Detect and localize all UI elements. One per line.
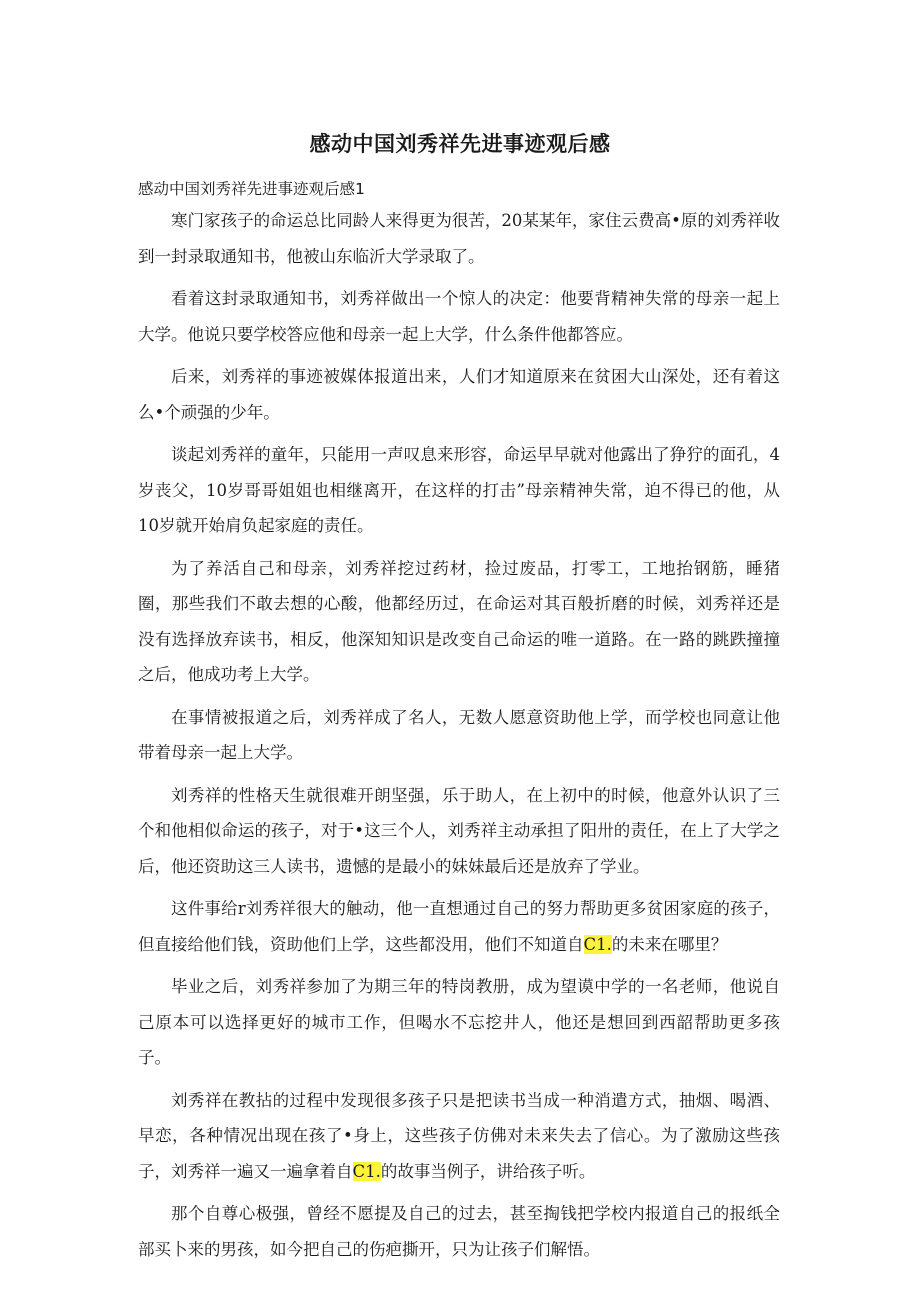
paragraph: 看着这封录取通知书，刘秀祥做出一个惊人的决定：他要背精神失常的母亲一起上大学。他说只要学校答应他和母亲一起上大学，什么条件他都答应。: [138, 289, 780, 344]
paragraph-text: 刘秀祥在教拈的过程中发现很多孩子只是把读书当成一种消遣方式，抽烟、喝酒、早恋，各种情况出现在孩了•身上，这些孩子仿佛对未来失去了信心。为了激励这些孩子，刘秀祥一遍又一遍拿着自: [138, 1090, 780, 1181]
paragraph: 后来，刘秀祥的事迹被媒体报道出来，人们才知道原来在贫困大山深处，还有着这么•个顽强的少年。: [138, 367, 780, 422]
highlighted-text: C1.: [583, 934, 612, 954]
paragraph-text: 的故事当例子，讲给孩子听。: [380, 1161, 596, 1181]
highlighted-text: C1.: [352, 1161, 381, 1181]
paragraph: 那个自尊心极强，曾经不愿提及自己的过去，甚至掏钱把学校内报道自己的报纸全部买卜来的男孩，如今把自己的伤疤撕开，只为让孩子们解悟。: [138, 1204, 780, 1259]
document-title: 感动中国刘秀祥先进事迹观后感: [309, 132, 611, 156]
paragraph: 刘秀祥的性格天生就很难开朗坚强，乐于助人，在上初中的时候，他意外认识了三个和他相似命运的孩子，对于•这三个人，刘秀祥主动承担了阳卅的责任，在上了大学之后，他还资助这三人读书，遗憾的是最小的妹妹最后还是放弃了学业。: [138, 785, 780, 876]
paragraph: 谈起刘秀祥的童年，只能用一声叹息来形容，命运早早就对他露出了狰狞的面孔，4岁丧父，10岁哥哥姐姐也相继离开，在这样的打击”母亲精神失常，迫不得已的他，从10岁就开始肩负起家庭的责任。: [138, 445, 780, 535]
document-body: [138, 203, 780, 1274]
paragraph: 毕业之后，刘秀祥参加了为期三年的特岗教册，成为望谟中学的一名老师，他说自己原本可以选择更好的城市工作，但喝水不忘挖井人，他还是想回到西韶帮助更多孩子。: [138, 977, 780, 1067]
paragraph-text: 这件事给r刘秀祥很大的触动，他一直想通过自己的努力帮助更多贫困家庭的孩子，但直接给他们钱，资助他们上学，这些都没用，他们不知道自: [138, 899, 780, 954]
paragraph: 寒门家孩子的命运总比同龄人来得更为很苦，20某某年，家住云费高•原的刘秀祥收到一封录取通知书，他被山东临沂大学录取了。: [138, 211, 780, 266]
paragraph-with-highlight: [138, 1083, 780, 1190]
paragraph: 在事情被报道之后，刘秀祥成了名人，无数人愿意资助他上学，而学校也同意让他带着母亲一起上大学。: [138, 707, 780, 762]
paragraph: 为了养活自己和母亲，刘秀祥挖过药材，捡过废品，打零工，工地抬钢筋，睡猪圈，那些我们不敢去想的心酸，他都经历过，在命运对其百般折磨的时候，刘秀祥还是没有选择放弃读书，相反，他深知知识是改变自己命运的唯一道路。在一路的跳跌撞撞之后，他成功考上大学。: [138, 558, 780, 684]
paragraph-text: 的未来在哪里？: [611, 934, 728, 954]
paragraph-with-highlight: [138, 891, 780, 962]
document-subtitle: 感动中国刘秀祥先进事迹观后感1: [138, 180, 365, 198]
